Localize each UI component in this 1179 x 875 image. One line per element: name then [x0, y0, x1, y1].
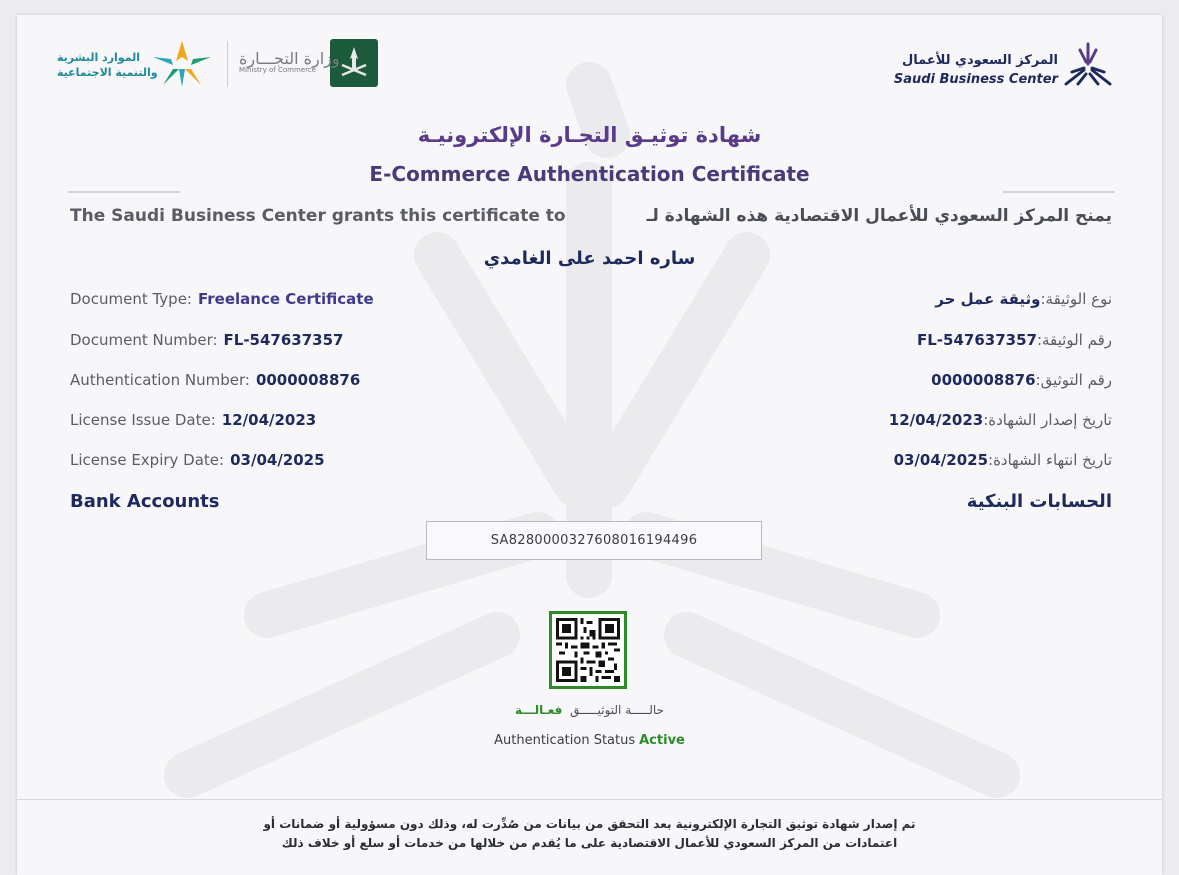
footer-divider: [17, 799, 1162, 800]
field-authentication-number-ar: [921, 371, 1112, 389]
field-value: FL-547637357: [223, 331, 344, 349]
status-label-en: Authentication Status: [494, 733, 636, 748]
logo-divider: [227, 41, 228, 87]
field-label: تاريخ انتهاء الشهادة:: [988, 451, 1112, 469]
field-value: 03/04/2025: [230, 451, 325, 469]
status-label-ar: حالـــــة التوثيـــــق: [570, 703, 664, 717]
field-label: رقم الوثيقة:: [1036, 331, 1112, 349]
disclaimer: [17, 815, 1162, 853]
status-value-ar: فعـالـــة: [515, 703, 563, 717]
field-value: 12/04/2023: [888, 411, 984, 429]
sbc-logo-text-ar: المركز السعودي للأعمال: [902, 53, 1058, 68]
disclaimer-line-1: تم إصدار شهادة توثيق التجارة الإلكترونية بعد التحقق من بيانات من صُدِّرت له، وذلك دون مسؤولية أو ضمانات أو: [263, 817, 916, 831]
field-value: 12/04/2023: [221, 411, 317, 429]
field-value: وثيقة عمل حر: [935, 290, 1041, 308]
grant-statement-ar: يمنح المركز السعودي للأعمال الاقتصادية هذه الشهادة لـ: [646, 206, 1112, 226]
qr-code-icon: [556, 618, 620, 682]
qr-code[interactable]: [549, 611, 627, 689]
field-label: License Issue Date:: [70, 411, 216, 429]
moc-logo-text-ar: وزارة التجـــارة: [239, 49, 340, 68]
field-document-type-en: [70, 290, 374, 308]
disclaimer-line-2: اعتمادات من المركز السعودي للأعمال الاقتصادية على ما يُقدم من خلالها من خدمات أو سلع أو خلاف ذلك: [281, 836, 898, 850]
certificate-card: [17, 15, 1162, 875]
field-value: 0000008876: [931, 371, 1036, 389]
moc-logo-text-en: Ministry of Commerce: [239, 66, 316, 74]
holder-name: ساره احمد على الغامدي: [483, 248, 696, 269]
authentication-status-en: [17, 733, 1162, 748]
field-value: Freelance Certificate: [198, 290, 374, 308]
sbc-logo-text-en: Saudi Business Center: [893, 72, 1058, 87]
hr-logo-text-line1: الموارد البشرية: [57, 51, 140, 64]
field-value: FL-547637357: [916, 331, 1037, 349]
hr-logo-text-line2: والتنمية الاجتماعية: [57, 66, 158, 79]
field-label: Authentication Number:: [70, 371, 250, 389]
field-label: Document Type:: [70, 290, 192, 308]
field-expiry-date-ar: [884, 451, 1112, 469]
field-label: نوع الوثيقة:: [1040, 290, 1112, 308]
field-label: رقم التوثيق:: [1035, 371, 1112, 389]
sbc-logo-icon: [1062, 40, 1114, 88]
field-document-number-ar: [907, 331, 1112, 349]
field-document-type-ar: [925, 290, 1112, 308]
field-value: 0000008876: [255, 371, 361, 389]
field-expiry-date-en: [70, 451, 325, 469]
field-issue-date-ar: [879, 411, 1112, 429]
authentication-status-ar: [17, 703, 1162, 717]
field-issue-date-en: [70, 411, 316, 429]
field-authentication-number-en: [70, 371, 360, 389]
field-document-number-en: [70, 331, 344, 349]
certificate-title-en: E-Commerce Authentication Certificate: [369, 162, 810, 186]
field-label: Document Number:: [70, 331, 218, 349]
bank-accounts-heading-en: Bank Accounts: [70, 491, 220, 512]
title-rule-left: [68, 191, 180, 193]
bank-accounts-heading-ar: الحسابات البنكية: [966, 491, 1112, 512]
iban-box: SA8280000327608016194496: [426, 521, 762, 560]
field-label: License Expiry Date:: [70, 451, 225, 469]
field-label: تاريخ إصدار الشهادة:: [983, 411, 1112, 429]
hr-ministry-logo-icon: [151, 39, 213, 89]
status-value-en: Active: [639, 733, 685, 748]
grant-statement-en: The Saudi Business Center grants this certificate to: [70, 206, 566, 226]
title-rule-right: [1003, 191, 1115, 193]
certificate-title-ar: شهادة توثيـق التجـارة الإلكترونيـة: [417, 123, 762, 147]
field-value: 03/04/2025: [893, 451, 989, 469]
